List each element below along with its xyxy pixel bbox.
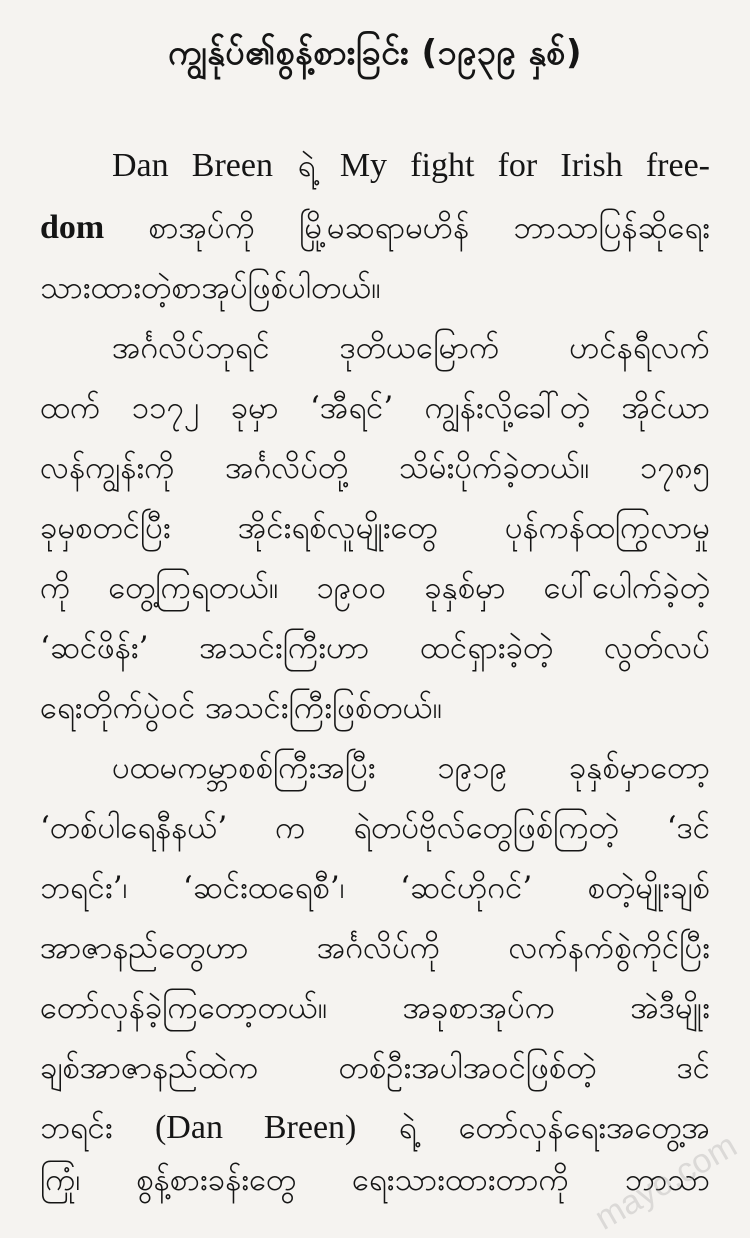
text-line-3: သားထားတဲ့စာအုပ်ဖြစ်ပါတယ်။	[40, 270, 381, 306]
text-fragment: ရဲ့ တော်လှန်ရေးအတွေ့အ	[356, 1110, 710, 1146]
text-line-4: အင်္ဂလိပ်ဘုရင် ဒုတိယမြောက် ဟင်နရီလက်	[112, 330, 710, 366]
text-line-16: ချစ်အာဇာနည်ထဲက တစ်ဦးအပါအဝင်ဖြစ်တဲ့ ဒင်	[40, 1050, 710, 1086]
author-name: Dan Breen	[112, 147, 273, 184]
text-line-1	[112, 136, 710, 196]
text-line-18: ကြုံ၊ စွန့်စားခန်းတွေ ရေးသားထားတာကို ဘာသာ	[40, 1162, 710, 1198]
text-line-17	[40, 1098, 710, 1158]
text-fragment: ရဲ့	[272, 148, 340, 184]
text-line-9: ‘ဆင်ဖိန်း’ အသင်းကြီးဟာ ထင်ရှားခဲ့တဲ့ လွတ်လပ်	[40, 630, 710, 666]
book-title-end: dom	[40, 209, 105, 246]
text-line-8: ကို တွေ့ကြရတယ်။ ၁၉၀၀ ခုနှစ်မှာ ပေါ်ပေါက်ခဲ့တဲ့	[40, 570, 710, 606]
text-fragment: ဘရင်း	[40, 1110, 155, 1146]
page-title: ကျွန်ုပ်၏စွန့်စားခြင်း (၁၉၃၉ နှစ်)	[167, 33, 583, 73]
text-line-7: ခုမှစတင်ပြီး အိုင်းရစ်လူမျိုးတွေ ပုန်ကန်ထကြွလာမှု	[40, 510, 710, 546]
watermark: mayo.com	[588, 1126, 744, 1238]
text-line-14: အာဇာနည်တွေဟာ အင်္ဂလိပ်ကို လက်နက်စွဲကိုင်ပြီး	[40, 930, 710, 966]
text-line-6: လန်ကျွန်းကို အင်္ဂလိပ်တို့ သိမ်းပိုက်ခဲ့တယ်။ ၁၇၈၅	[40, 450, 710, 486]
author-name-inline: (Dan Breen)	[154, 1109, 357, 1146]
text-line-5: ထက် ၁၁၇၂ ခုမှာ ‘အီရင်’ ကျွန်းလို့ခေါ်တဲ့ အိုင်ယာ	[40, 390, 710, 426]
text-line-15: တော်လှန်ခဲ့ကြတော့တယ်။ အခုစာအုပ်က အဲဒီမျိုး	[40, 990, 710, 1026]
text-line-13: ဘရင်း’၊ ‘ဆင်းထရေစီ’၊ ‘ဆင်ဟိုဂင်’ စတဲ့မျိုးချစ်	[40, 870, 710, 906]
text-line-11: ပထမကမ္ဘာစစ်ကြီးအပြီး ၁၉၁၉ ခုနှစ်မှာတော့	[112, 750, 710, 786]
text-fragment: စာအုပ်ကို မြို့မဆရာမဟိန် ဘာသာပြန်ဆိုရေး	[104, 210, 710, 246]
text-line-12: ‘တစ်ပါရေနီနယ်’ က ရဲတပ်ဗိုလ်တွေဖြစ်ကြတဲ့ ‘ဒင်	[40, 810, 710, 846]
text-line-10: ရေးတိုက်ပွဲဝင် အသင်းကြီးဖြစ်တယ်။	[40, 690, 443, 726]
book-title: My fight for Irish free-	[339, 147, 710, 184]
text-line-2	[40, 198, 710, 258]
